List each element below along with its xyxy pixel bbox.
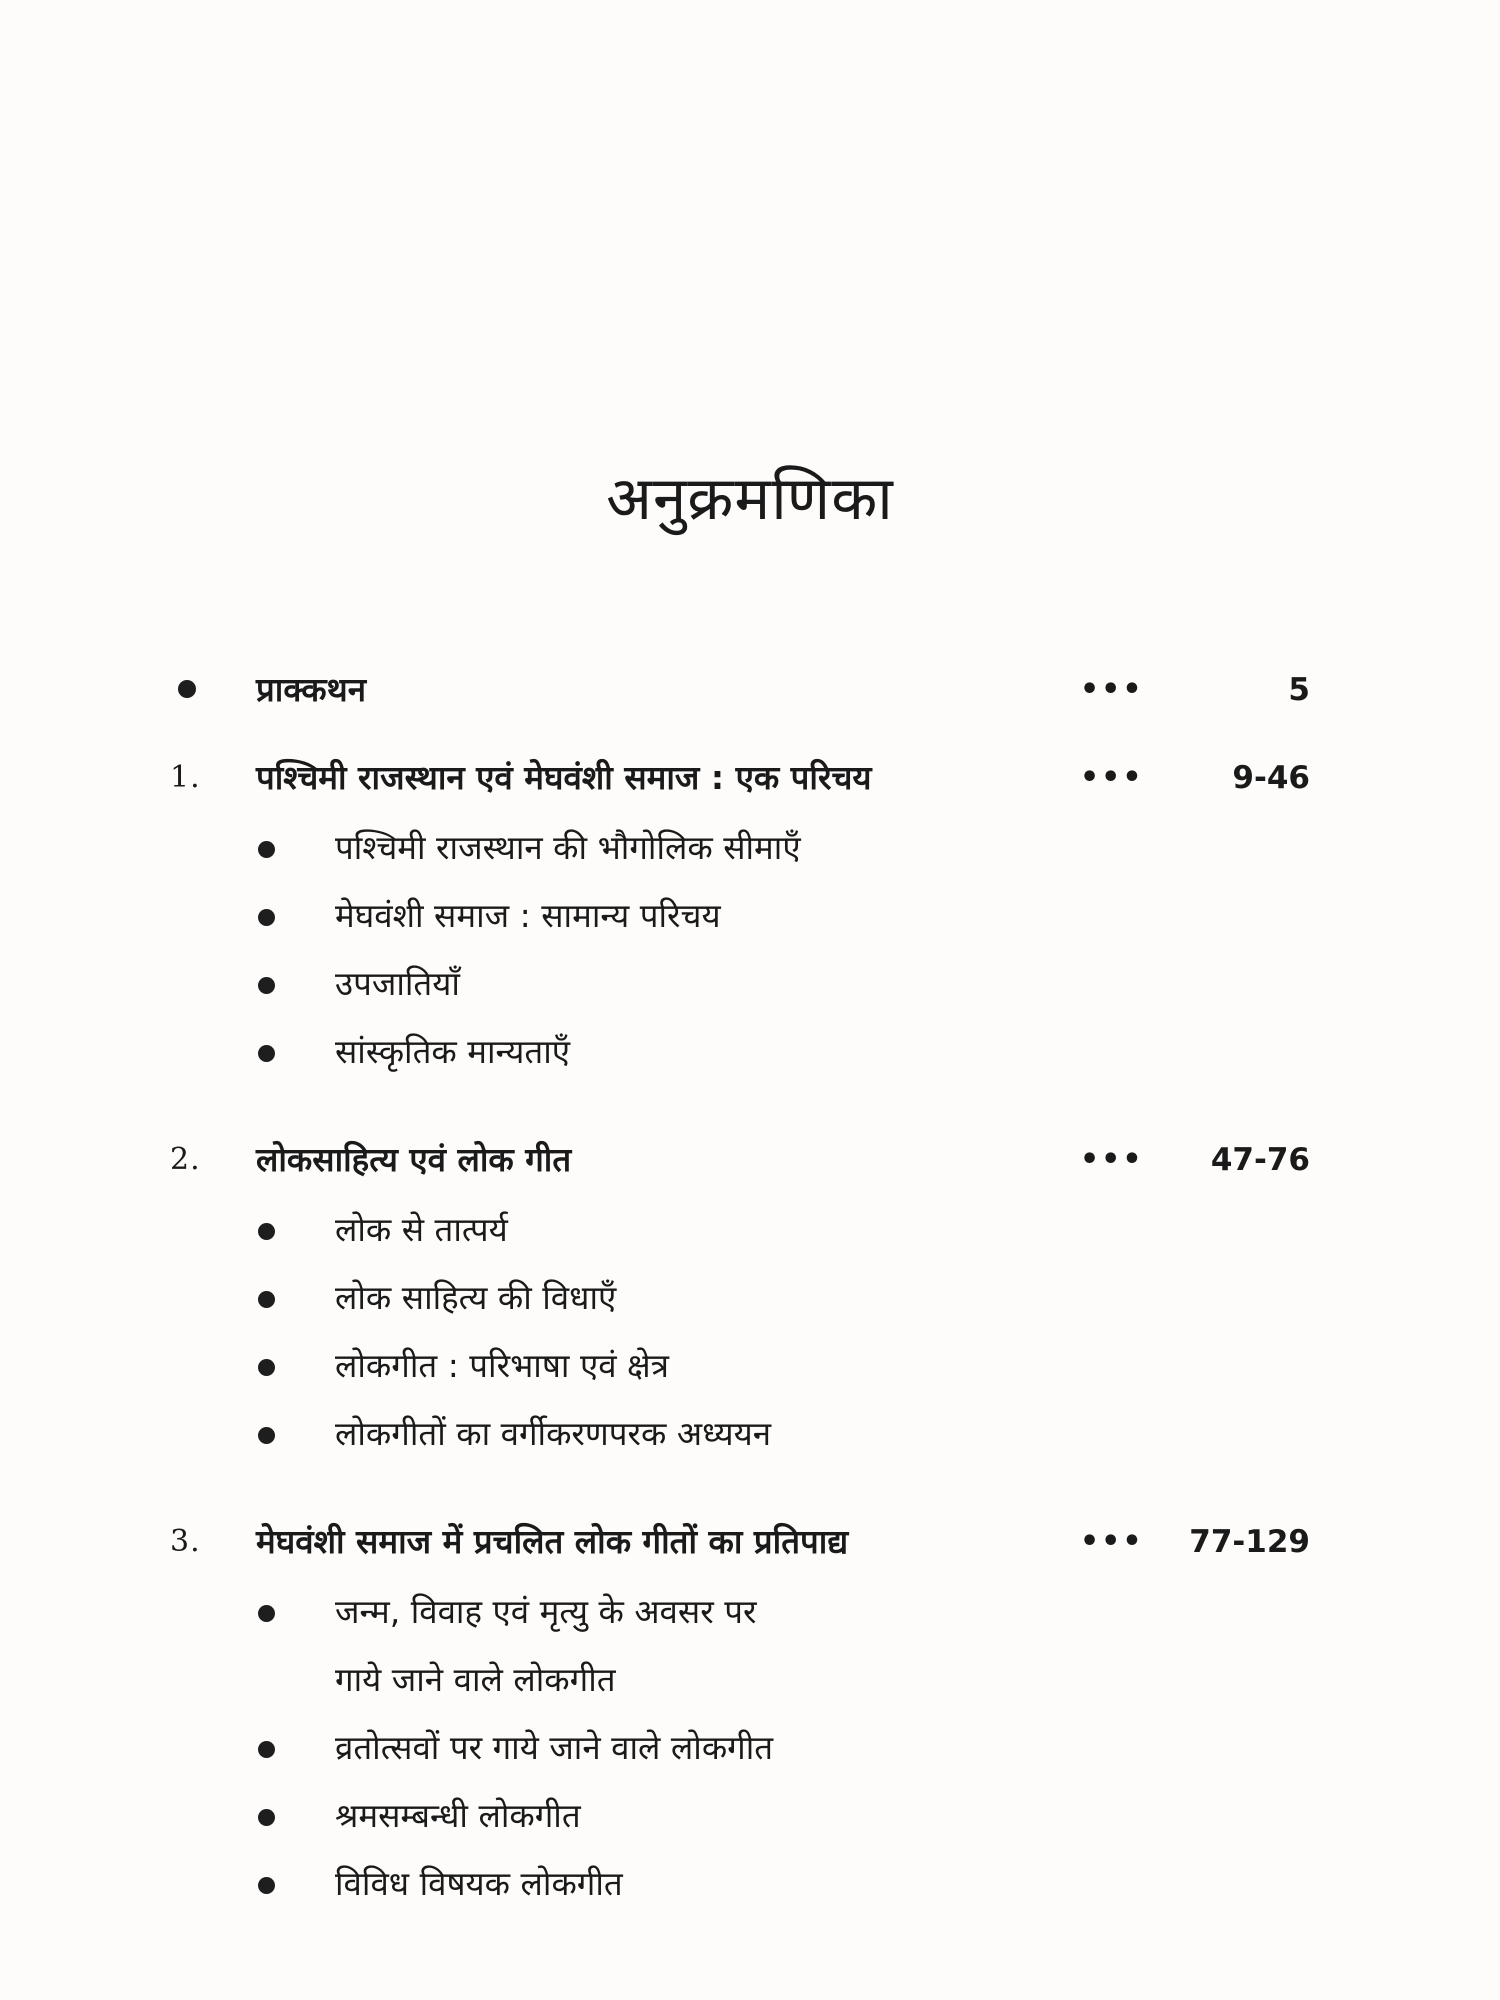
list-item <box>0 1718 1500 1778</box>
bullet-icon <box>258 1809 275 1826</box>
bullet-icon <box>258 1741 275 1758</box>
leader-dots: ••• <box>1080 1142 1144 1177</box>
subsection-title: व्रतोत्सवों पर गाये जाने वाले लोकगीत <box>335 1728 774 1767</box>
leader-dots: ••• <box>1080 760 1144 795</box>
page-range: 5 <box>1288 672 1310 708</box>
chapter-number: 1. <box>170 760 201 795</box>
subsection-title: सांस्कृतिक मान्यताएँ <box>335 1032 570 1071</box>
toc-entry-preface[interactable] <box>0 660 1500 720</box>
bullet-icon <box>258 1605 275 1622</box>
toc-entry-title: प्राक्कथन <box>256 670 367 709</box>
list-item <box>0 1786 1500 1846</box>
leader-dots: ••• <box>1080 672 1144 707</box>
bullet-icon <box>178 680 196 698</box>
list-item <box>0 1268 1500 1328</box>
list-item <box>0 954 1500 1014</box>
list-item <box>0 1404 1500 1464</box>
subsection-title: उपजातियाँ <box>335 964 460 1003</box>
list-item <box>0 818 1500 878</box>
subsection-title-continued: गाये जाने वाले लोकगीत <box>335 1660 616 1699</box>
toc-chapter-2[interactable] <box>0 1130 1500 1190</box>
subsection-title: लोक से तात्पर्य <box>335 1210 508 1249</box>
subsection-title: मेघवंशी समाज : सामान्य परिचय <box>335 896 721 935</box>
subsection-title: विविध विषयक लोकगीत <box>335 1864 623 1903</box>
leader-dots: ••• <box>1080 1524 1144 1559</box>
bullet-icon <box>258 909 275 926</box>
page-range: 47-76 <box>1210 1142 1310 1178</box>
page-title: अनुक्रमणिका <box>606 464 894 534</box>
bullet-icon <box>258 1045 275 1062</box>
chapter-title: लोकसाहित्य एवं लोक गीत <box>256 1140 572 1179</box>
toc-chapter-1[interactable] <box>0 748 1500 808</box>
list-item <box>0 1854 1500 1914</box>
list-item <box>0 886 1500 946</box>
subsection-title: पश्चिमी राजस्थान की भौगोलिक सीमाएँ <box>335 828 801 867</box>
subsection-title: लोकगीत : परिभाषा एवं क्षेत्र <box>335 1346 669 1385</box>
bullet-icon <box>258 1427 275 1444</box>
bullet-icon <box>258 977 275 994</box>
subsection-title: लोक साहित्य की विधाएँ <box>335 1278 617 1317</box>
toc-chapter-3[interactable] <box>0 1512 1500 1572</box>
list-item <box>0 1022 1500 1082</box>
page-range: 77-129 <box>1189 1524 1310 1560</box>
list-item <box>0 1336 1500 1396</box>
list-item <box>0 1582 1500 1642</box>
bullet-icon <box>258 1877 275 1894</box>
subsection-title: लोकगीतों का वर्गीकरणपरक अध्ययन <box>335 1414 772 1453</box>
bullet-icon <box>258 841 275 858</box>
list-item <box>0 1650 1500 1710</box>
bullet-icon <box>258 1359 275 1376</box>
subsection-title: जन्म, विवाह एवं मृत्यु के अवसर पर <box>335 1592 757 1631</box>
chapter-number: 2. <box>170 1142 201 1177</box>
page-range: 9-46 <box>1232 760 1310 796</box>
chapter-title: पश्चिमी राजस्थान एवं मेघवंशी समाज : एक परिचय <box>256 758 872 797</box>
bullet-icon <box>258 1291 275 1308</box>
chapter-title: मेघवंशी समाज में प्रचलित लोक गीतों का प्रतिपाद्य <box>256 1522 849 1561</box>
bullet-icon <box>258 1223 275 1240</box>
list-item <box>0 1200 1500 1260</box>
subsection-title: श्रमसम्बन्धी लोकगीत <box>335 1796 581 1835</box>
chapter-number: 3. <box>170 1524 201 1559</box>
